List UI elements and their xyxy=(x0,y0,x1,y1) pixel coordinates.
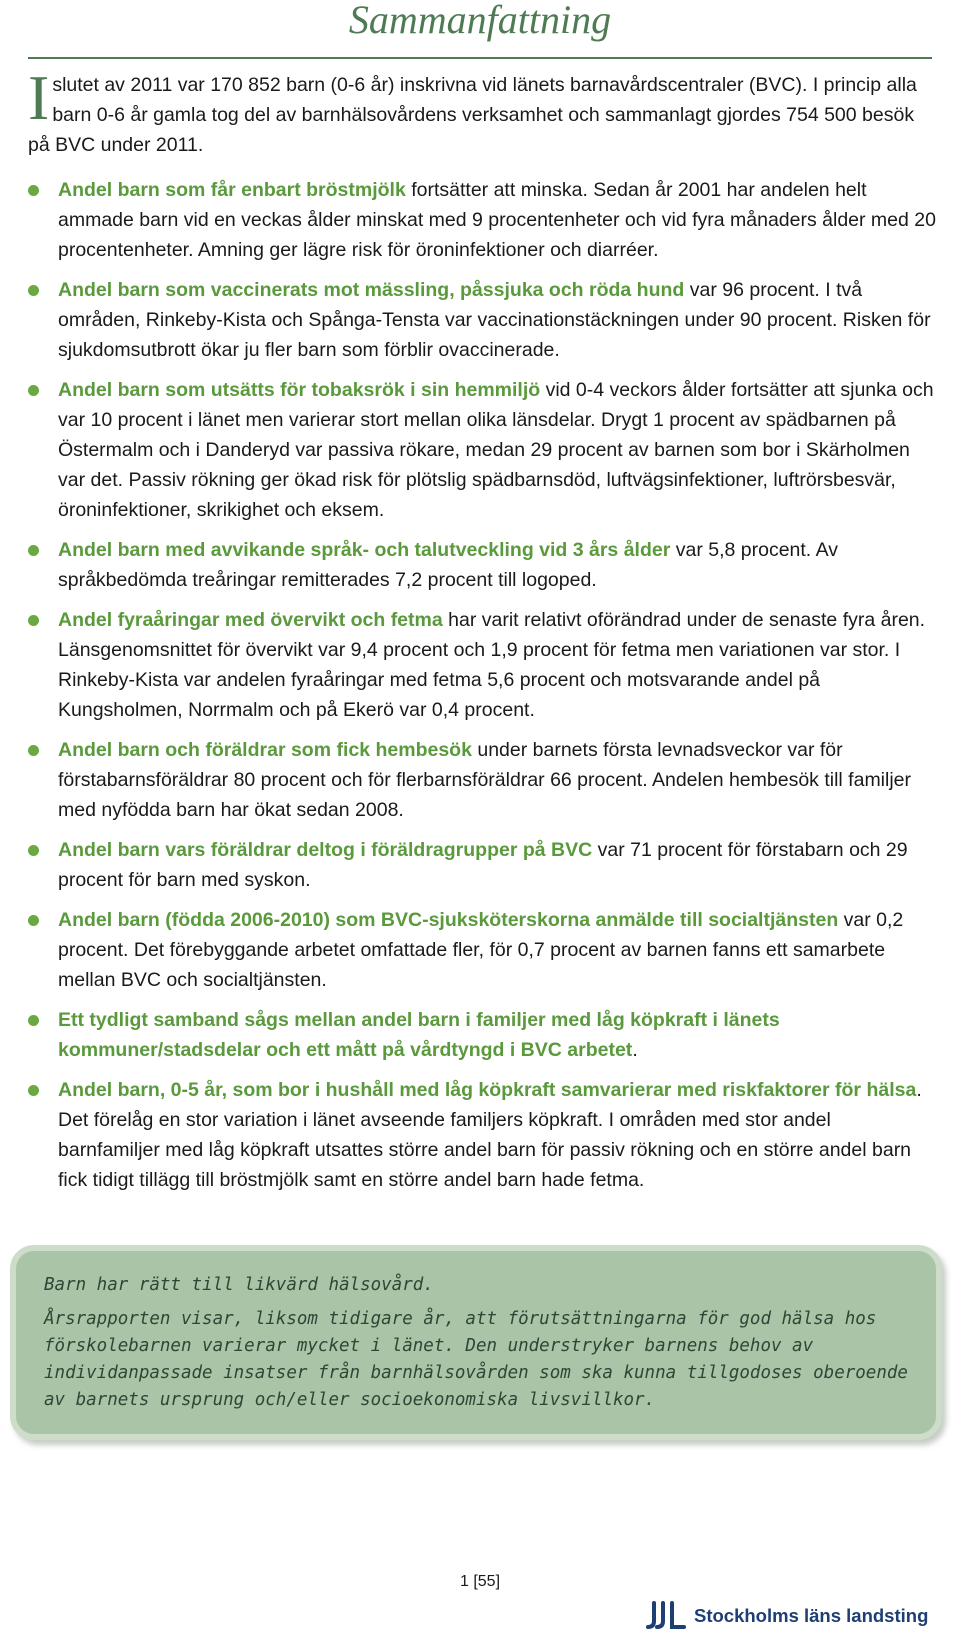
intro-paragraph xyxy=(28,62,932,160)
bullet-dot-icon xyxy=(28,1085,39,1096)
bullet-text: var 0,2 procent. Det förebyggande arbetet omfattade fler, för 0,7 procent av barnen fanns ett samarbete mellan BVC och socialtjänsten. xyxy=(58,909,904,991)
bullet-dot-icon xyxy=(28,615,39,626)
logo-text: Stockholms läns landsting xyxy=(694,1605,929,1626)
bullet-item xyxy=(26,735,936,825)
bullet-highlight: Andel barn med avvikande språk- och talutveckling vid 3 års ålder xyxy=(58,539,671,561)
bullet-text: . xyxy=(632,1039,638,1061)
bullet-highlight: Andel fyraåringar med övervikt och fetma xyxy=(58,609,443,631)
bullet-text: vid 0-4 veckors ålder fortsätter att sjunka och var 10 procent i länet men varierar stort mellan olika länsdelar. Drygt 1 procent av spädbarnen på Östermalm och i Danderyd var passiva rökare, medan 29 procent av barnen som bor i Skärholmen var det. Passiv rökning ger ökad risk för plötslig spädbarnsdöd, luftvägsinfektioner, luftrörsbesvär, öroninfektioner, skrikighet och eksem. xyxy=(58,379,934,521)
page-title: Sammanfattning xyxy=(348,0,612,42)
bullet-dot-icon xyxy=(28,285,39,296)
bullet-item xyxy=(26,905,936,995)
bullet-text: under barnets första levnadsveckor var för förstabarnsföräldrar 80 procent och för flerbarnsföräldrar 66 procent. Andelen hembesök till familjer med nyfödda barn har ökat sedan 2008. xyxy=(58,739,912,821)
bullet-item xyxy=(26,1005,936,1065)
bullet-highlight: Andel barn vars föräldrar deltog i föräldragrupper på BVC xyxy=(58,839,593,861)
bullet-item xyxy=(26,835,936,895)
bullet-text: . Det förelåg en stor variation i länet avseende familjers köpkraft. I områden med stor andel barnfamiljer med låg köpkraft utsattes större andel barn för passiv rökning och en större andel barn fick tidigt tillägg till bröstmjölk samt en större andel barn hade fetma. xyxy=(58,1079,922,1191)
bullet-text: fortsätter att minska. Sedan år 2001 har andelen helt ammade barn vid en veckas ålder minskat med 9 procentenheter och vid fyra månaders ålder med 20 procentenheter. Amning ger lägre risk för öroninfektioner och diarréer. xyxy=(58,179,936,261)
bullet-item xyxy=(26,1075,936,1195)
bullet-highlight: Andel barn som vaccinerats mot mässling, påssjuka och röda hund xyxy=(58,279,685,301)
bullet-dot-icon xyxy=(28,745,39,756)
bullet-dot-icon xyxy=(28,185,39,196)
bullet-text: var 71 procent för förstabarn och 29 procent för barn med syskon. xyxy=(58,839,908,891)
bullet-dot-icon xyxy=(28,915,39,926)
bullet-dot-icon xyxy=(28,845,39,856)
callout-lead: Barn har rätt till likvärd hälsovård. xyxy=(44,1275,434,1295)
bullet-highlight: Andel barn, 0-5 år, som bor i hushåll med låg köpkraft samvarierar med riskfaktorer för hälsa xyxy=(58,1079,917,1101)
callout-box xyxy=(10,1245,942,1440)
bullet-highlight: Andel barn som får enbart bröstmjölk xyxy=(58,179,406,201)
bullet-dot-icon xyxy=(28,1015,39,1026)
drop-cap: I xyxy=(28,62,50,133)
bullet-item xyxy=(26,275,936,365)
title-divider xyxy=(28,57,932,59)
bullet-item xyxy=(26,175,936,265)
bullet-highlight: Andel barn och föräldrar som fick hembesök xyxy=(58,739,472,761)
bullet-text: har varit relativt oförändrad under de senaste fyra åren. Länsgenomsnittet för övervikt var 9,4 procent och 1,9 procent för fetma men variationen var stor. I Rinkeby-Kista var andelen fyraåringar med fetma 5,6 procent och motsvarande andel på Kungsholmen, Norrmalm och på Ekerö var 0,4 procent. xyxy=(58,609,926,721)
bullet-item xyxy=(26,375,936,525)
bullet-highlight: Andel barn (födda 2006-2010) som BVC-sjuksköterskorna anmälde till socialtjänsten xyxy=(58,909,839,931)
bullet-item xyxy=(26,535,936,595)
bullet-item xyxy=(26,605,936,725)
intro-text: slutet av 2011 var 170 852 barn (0-6 år) inskrivna vid länets barnavårdscentraler (BVC). I princip alla barn 0-6 år gamla tog del av barnhälsovårdens verksamhet och sammanlagt gjordes 754 500 besök på BVC under 2011. xyxy=(28,74,917,156)
organization-logo xyxy=(646,1598,928,1634)
bullet-highlight: Andel barn som utsätts för tobaksrök i sin hemmiljö xyxy=(58,379,541,401)
bullet-text: var 96 procent. I två områden, Rinkeby-Kista och Spånga-Tensta var vaccinationstäckningen under 90 procent. Risken för sjukdomsutbrott ökar ju fler barn som förblir ovaccinerade. xyxy=(58,279,931,361)
bullet-dot-icon xyxy=(28,385,39,396)
bullet-text: var 5,8 procent. Av språkbedömda treåringar remitterades 7,2 procent till logoped. xyxy=(58,539,838,591)
sll-logo-icon xyxy=(646,1601,686,1631)
bullet-dot-icon xyxy=(28,545,39,556)
callout-body: Årsrapporten visar, liksom tidigare år, att förutsättningarna för god hälsa hos förskolebarnen varierar mycket i länet. Den understryker barnens behov av individanpassade insatser från barnhälsovården som ska kunna tillgodoses oberoende av barnets ursprung och/eller socioekonomiska livsvillkor. xyxy=(44,1309,908,1410)
summary-bullet-list xyxy=(26,175,936,1205)
bullet-highlight: Ett tydligt samband sågs mellan andel barn i familjer med låg köpkraft i länets kommuner/stadsdelar och ett mått på vårdtyngd i BVC arbetet xyxy=(58,1009,780,1061)
page-number: 1 [55] xyxy=(459,1573,501,1590)
